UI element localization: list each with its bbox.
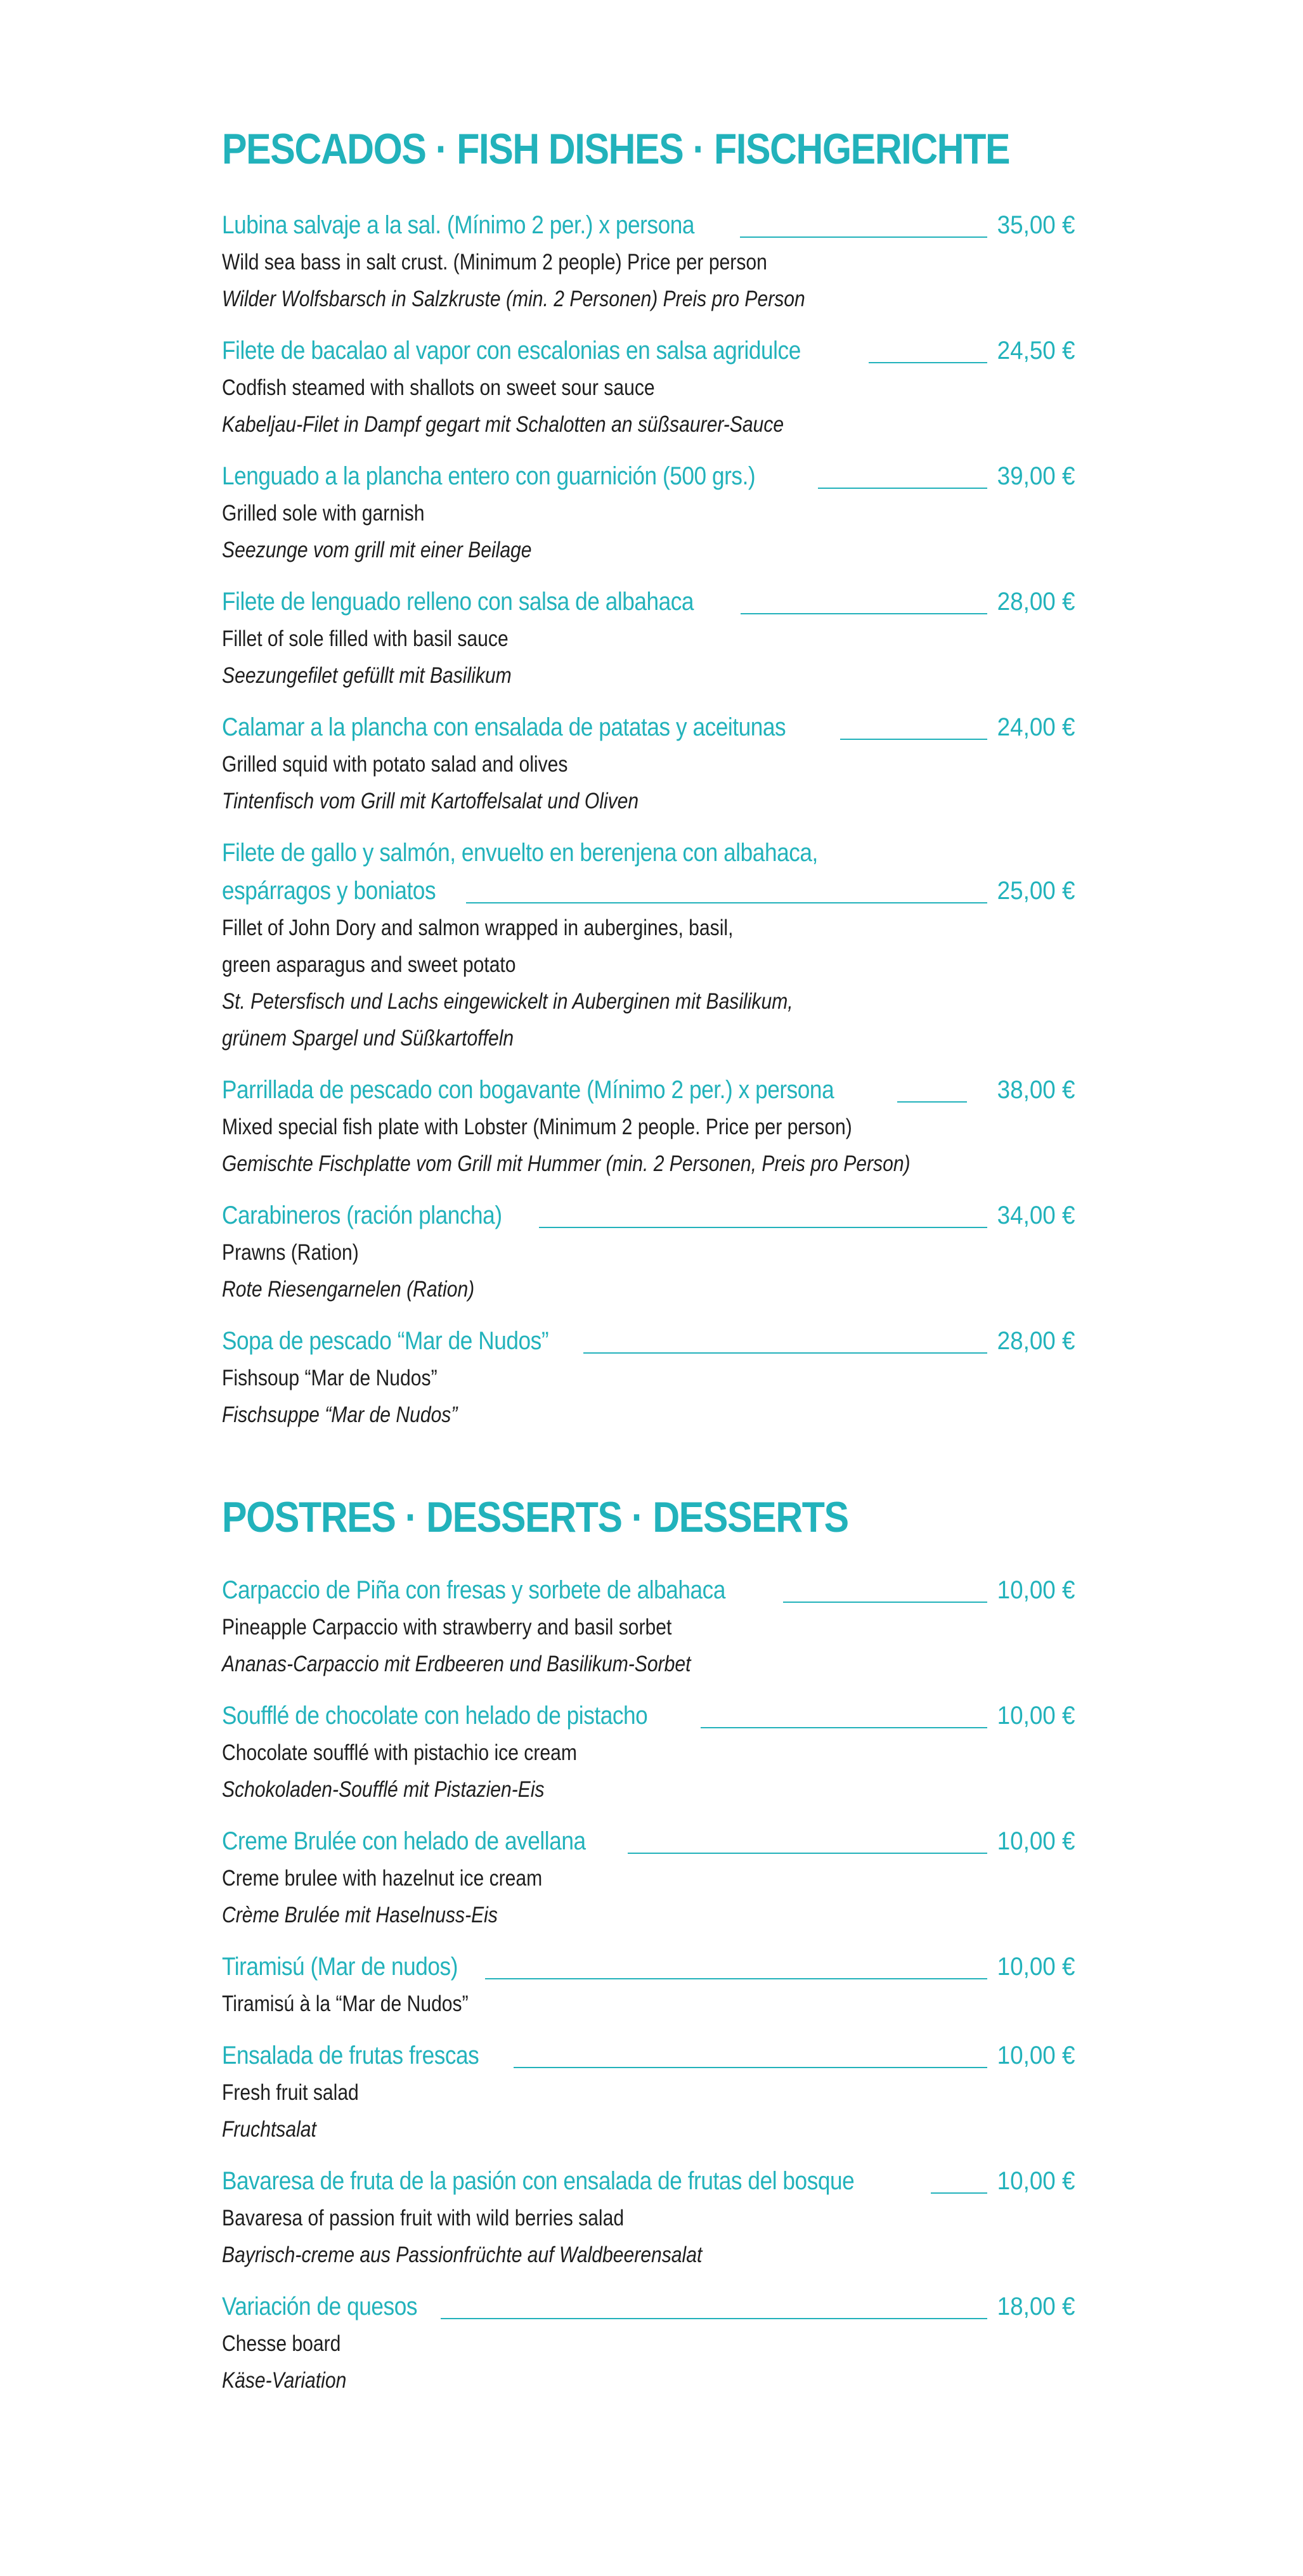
menu-item-name-continued: espárragos y boniatos xyxy=(222,877,436,905)
menu-item-name: Filete de gallo y salmón, envuelto en berenjena con albahaca, xyxy=(222,839,818,867)
leader-line xyxy=(485,1978,987,1979)
menu-item-name: Carpaccio de Piña con fresas y sorbete de albahaca xyxy=(222,1576,725,1604)
menu-item-price: 34,00 € xyxy=(997,1201,1075,1229)
leader-line xyxy=(897,1101,967,1103)
menu-item xyxy=(222,1196,1075,1308)
menu-item-price: 39,00 € xyxy=(997,462,1075,490)
menu-item-description-en: Creme brulee with hazelnut ice cream xyxy=(222,1866,543,1891)
menu-item-description-en: Fresh fruit salad xyxy=(222,2080,359,2105)
menu-item-name: Bavaresa de fruta de la pasión con ensalada de frutas del bosque xyxy=(222,2167,855,2195)
menu-item-description-de: Seezungefilet gefüllt mit Basilikum xyxy=(222,663,512,688)
leader-line xyxy=(840,739,987,740)
menu-item-head xyxy=(222,834,1075,910)
leader-line xyxy=(539,1227,987,1228)
menu-item-description-en: Bavaresa of passion fruit with wild berries salad xyxy=(222,2206,625,2230)
menu-item-price: 10,00 € xyxy=(997,1827,1075,1855)
menu-item-price: 38,00 € xyxy=(997,1076,1075,1104)
menu-item-price: 10,00 € xyxy=(997,1702,1075,1730)
menu-item-description-de: Wilder Wolfsbarsch in Salzkruste (min. 2 Personen) Preis pro Person xyxy=(222,287,805,311)
menu-item-description-de: Bayrisch-creme aus Passionfrüchte auf Waldbeerensalat xyxy=(222,2243,703,2267)
menu-item xyxy=(222,834,1075,1057)
menu-item-name: Lubina salvaje a la sal. (Mínimo 2 per.) x persona xyxy=(222,211,694,239)
menu-item-price: 28,00 € xyxy=(997,588,1075,616)
fish-section-title: PESCADOS · FISH DISHES · FISCHGERICHTE xyxy=(222,125,1010,173)
menu-item xyxy=(222,583,1075,694)
menu-item-head xyxy=(222,708,1075,746)
menu-item-head xyxy=(222,583,1075,621)
menu-item-description-en: Codfish steamed with shallots on sweet sour sauce xyxy=(222,375,655,400)
menu-item-description-en: Chocolate soufflé with pistachio ice cream xyxy=(222,1740,577,1765)
menu-item-head xyxy=(222,1822,1075,1860)
menu-item-description-de: Schokoladen-Soufflé mit Pistazien-Eis xyxy=(222,1777,545,1802)
menu-item-description-en: Grilled squid with potato salad and olives xyxy=(222,752,568,777)
menu-item-description-de: Gemischte Fischplatte vom Grill mit Hummer (min. 2 Personen, Preis pro Person) xyxy=(222,1151,911,1176)
leader-line xyxy=(931,2192,987,2194)
menu-item-description-de-continued: grünem Spargel und Süßkartoffeln xyxy=(222,1026,514,1051)
menu-item xyxy=(222,1071,1075,1182)
menu-item-name: Parrillada de pescado con bogavante (Mínimo 2 per.) x persona xyxy=(222,1076,834,1104)
menu-item-price: 10,00 € xyxy=(997,1953,1075,1981)
menu-item-name: Filete de bacalao al vapor con escalonias en salsa agridulce xyxy=(222,337,801,365)
desserts-section-title: POSTRES · DESSERTS · DESSERTS xyxy=(222,1493,848,1541)
menu-item-description-en-continued: green asparagus and sweet potato xyxy=(222,952,516,977)
menu-item-price: 18,00 € xyxy=(997,2293,1075,2320)
menu-item-head xyxy=(222,1571,1075,1609)
leader-line xyxy=(441,2318,987,2319)
menu-item xyxy=(222,1948,1075,2023)
menu-item-head xyxy=(222,206,1075,244)
menu-item xyxy=(222,206,1075,318)
menu-item-description-en: Chesse board xyxy=(222,2331,341,2356)
menu-item-description-en: Grilled sole with garnish xyxy=(222,501,425,526)
menu-item-head xyxy=(222,1322,1075,1360)
menu-item xyxy=(222,1322,1075,1434)
menu-item-head xyxy=(222,2162,1075,2200)
menu-item xyxy=(222,457,1075,569)
fish-section xyxy=(222,0,1075,1434)
menu-item-description-en: Fishsoup “Mar de Nudos” xyxy=(222,1366,438,1390)
menu-item-name: Sopa de pescado “Mar de Nudos” xyxy=(222,1327,549,1355)
menu-item xyxy=(222,332,1075,443)
leader-line xyxy=(741,613,987,614)
menu-item-description-en: Pineapple Carpaccio with strawberry and basil sorbet xyxy=(222,1615,672,1640)
menu-item-name: Variación de quesos xyxy=(222,2293,417,2320)
menu-item-head xyxy=(222,1697,1075,1735)
menu-item xyxy=(222,1571,1075,1683)
menu-item-description-de: Fruchtsalat xyxy=(222,2117,316,2142)
menu-item-price: 25,00 € xyxy=(997,877,1075,905)
menu-item-head xyxy=(222,332,1075,370)
menu-item-name: Creme Brulée con helado de avellana xyxy=(222,1827,586,1855)
menu-item-head xyxy=(222,457,1075,495)
menu-item-name: Lenguado a la plancha entero con guarnición (500 grs.) xyxy=(222,462,756,490)
leader-line xyxy=(514,2067,987,2068)
menu-item-price: 10,00 € xyxy=(997,1576,1075,1604)
menu-item-price: 35,00 € xyxy=(997,211,1075,239)
menu-item-description-en: Wild sea bass in salt crust. (Minimum 2 people) Price per person xyxy=(222,250,767,275)
menu-item-description-de: Crème Brulée mit Haselnuss-Eis xyxy=(222,1903,498,1927)
leader-line xyxy=(628,1853,987,1854)
menu-item-name: Soufflé de chocolate con helado de pistacho xyxy=(222,1702,648,1730)
menu-item-head xyxy=(222,1071,1075,1109)
leader-line xyxy=(783,1602,987,1603)
menu-item-price: 10,00 € xyxy=(997,2167,1075,2195)
menu-item-description-en: Fillet of John Dory and salmon wrapped in aubergines, basil, xyxy=(222,916,734,940)
leader-line xyxy=(701,1727,987,1728)
menu-item-description-de: Rote Riesengarnelen (Ration) xyxy=(222,1277,475,1302)
leader-line xyxy=(466,902,987,903)
menu-item-description-en: Mixed special fish plate with Lobster (Minimum 2 people. Price per person) xyxy=(222,1115,852,1139)
menu-item xyxy=(222,2288,1075,2399)
menu-item-head xyxy=(222,2288,1075,2326)
menu-item-price: 10,00 € xyxy=(997,2042,1075,2069)
leader-line xyxy=(869,362,987,363)
menu-item-description-de: Fischsuppe “Mar de Nudos” xyxy=(222,1402,458,1427)
menu-item-price: 24,00 € xyxy=(997,713,1075,741)
menu-item-name: Tiramisú (Mar de nudos) xyxy=(222,1953,458,1981)
leader-line xyxy=(740,236,987,238)
menu-item xyxy=(222,1697,1075,1808)
menu-item xyxy=(222,2036,1075,2148)
leader-line xyxy=(583,1352,987,1354)
menu-item-description-de: Ananas-Carpaccio mit Erdbeeren und Basilikum-Sorbet xyxy=(222,1652,691,1676)
leader-line xyxy=(818,488,987,489)
menu-item-description-de: Tintenfisch vom Grill mit Kartoffelsalat und Oliven xyxy=(222,789,639,813)
menu-item-head xyxy=(222,1196,1075,1234)
menu-item-description-en: Fillet of sole filled with basil sauce xyxy=(222,626,509,651)
menu-item-description-de: Kabeljau-Filet in Dampf gegart mit Schalotten an süßsaurer-Sauce xyxy=(222,412,784,437)
menu-item-description-de: Käse-Variation xyxy=(222,2368,347,2393)
desserts-section xyxy=(222,1447,1075,2399)
menu-item-name: Filete de lenguado relleno con salsa de albahaca xyxy=(222,588,694,616)
menu-item-head xyxy=(222,2036,1075,2074)
menu-item-description-de: St. Petersfisch und Lachs eingewickelt in Auberginen mit Basilikum, xyxy=(222,989,793,1014)
menu-item-name: Calamar a la plancha con ensalada de patatas y aceitunas xyxy=(222,713,786,741)
menu-item-name: Carabineros (ración plancha) xyxy=(222,1201,502,1229)
menu-item-price: 28,00 € xyxy=(997,1327,1075,1355)
menu-item-description-en: Prawns (Ration) xyxy=(222,1240,359,1265)
menu-item xyxy=(222,2162,1075,2274)
menu-item-head xyxy=(222,1948,1075,1986)
menu-item-price: 24,50 € xyxy=(997,337,1075,365)
menu-item-description-de: Seezunge vom grill mit einer Beilage xyxy=(222,538,532,562)
menu-content xyxy=(222,0,1075,2413)
menu-item-name: Ensalada de frutas frescas xyxy=(222,2042,479,2069)
menu-item-description-en: Tiramisú à la “Mar de Nudos” xyxy=(222,1991,469,2016)
menu-item xyxy=(222,708,1075,820)
menu-item xyxy=(222,1822,1075,1934)
